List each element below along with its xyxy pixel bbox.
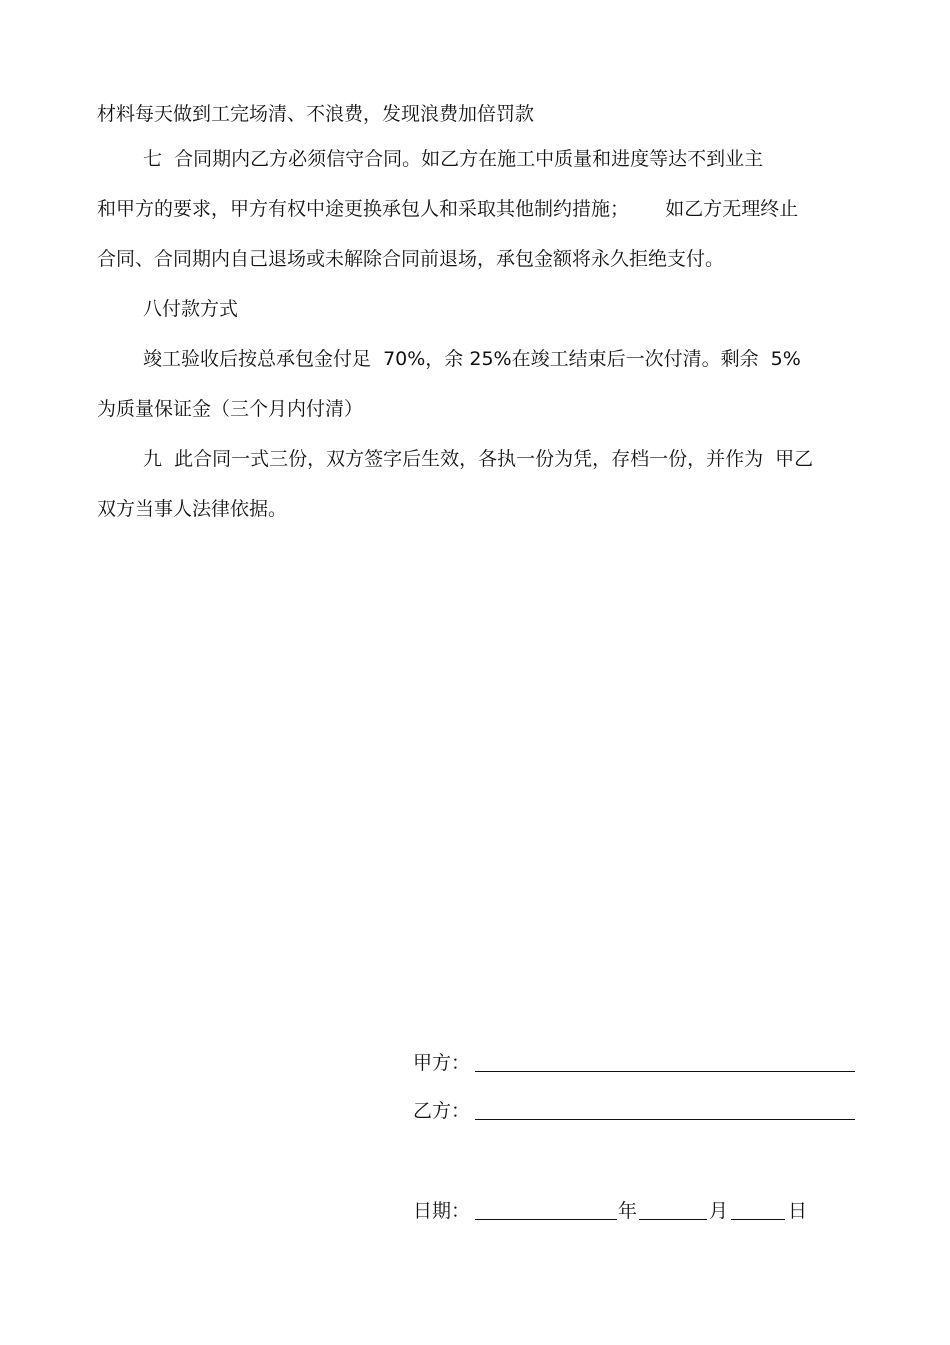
date-month-label: 月 <box>709 1200 729 1222</box>
date-year-label: 年 <box>618 1200 638 1222</box>
date-label: 日期： <box>413 1200 471 1222</box>
clause-7-line-1: 七 合同期内乙方必须信守合同。如乙方在施工中质量和进度等达不到业主 <box>143 148 764 170</box>
clause-8-heading: 八付款方式 <box>143 298 239 320</box>
date-day-line[interactable] <box>731 1219 785 1220</box>
date-year-line[interactable] <box>475 1219 617 1220</box>
clause-7-line-2: 和甲方的要求，甲方有权中途更换承包人和采取其他制约措施； 如乙方无理终止 <box>97 198 799 220</box>
party-b-label: 乙方： <box>413 1100 471 1122</box>
clause-9-line-1: 九 此合同一式三份，双方签字后生效，各执一份为凭，存档一份，并作为 甲乙 <box>143 448 814 470</box>
date-month-line[interactable] <box>639 1219 707 1220</box>
body-line-1: 材料每天做到工完场清、不浪费，发现浪费加倍罚款 <box>97 103 535 125</box>
party-a-signature-line[interactable] <box>475 1071 855 1072</box>
clause-8-line-2: 为质量保证金（三个月内付清） <box>97 398 364 420</box>
clause-9-line-2: 双方当事人法律依据。 <box>97 498 288 520</box>
clause-8-line-1: 竣工验收后按总承包金付足 70%，余 25%在竣工结束后一次付清。剩余 5% <box>143 348 801 370</box>
party-a-label: 甲方： <box>413 1052 471 1074</box>
date-day-label: 日 <box>788 1200 808 1222</box>
party-b-signature-line[interactable] <box>475 1119 855 1120</box>
clause-7-line-3: 合同、合同期内自己退场或未解除合同前退场，承包金额将永久拒绝支付。 <box>97 248 725 270</box>
